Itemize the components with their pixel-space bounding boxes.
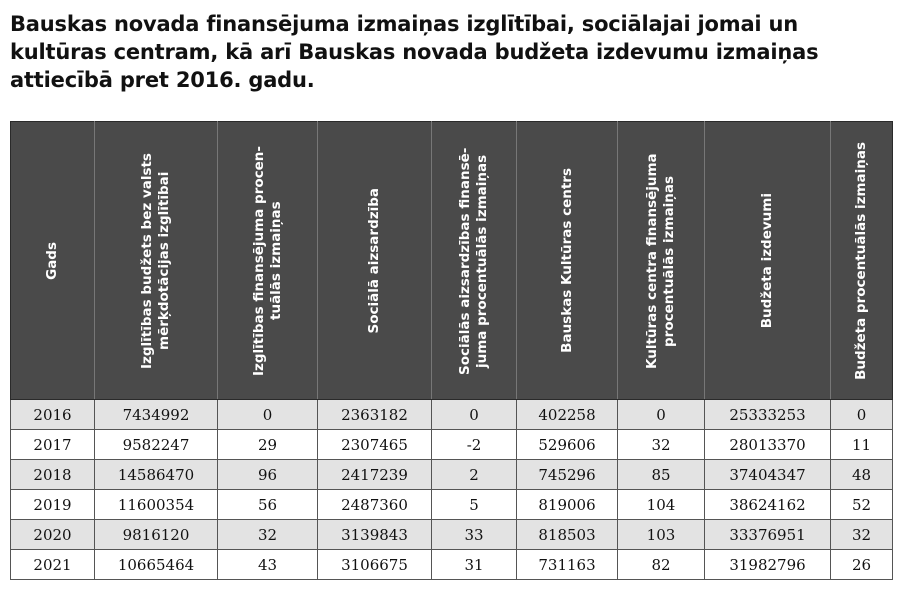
table-cell: 9816120 bbox=[95, 520, 218, 550]
table-cell: 29 bbox=[218, 430, 318, 460]
column-header bbox=[618, 122, 705, 400]
table-cell: 26 bbox=[831, 550, 893, 580]
table-cell: 104 bbox=[618, 490, 705, 520]
table-cell: 818503 bbox=[517, 520, 618, 550]
column-header bbox=[831, 122, 893, 400]
table-cell: 7434992 bbox=[95, 400, 218, 430]
table-cell: 56 bbox=[218, 490, 318, 520]
column-header bbox=[11, 122, 95, 400]
table-cell: 33 bbox=[432, 520, 517, 550]
table-cell: 2016 bbox=[11, 400, 95, 430]
table-row bbox=[11, 430, 893, 460]
table-title: Bauskas novada finansējuma izmaiņas izglītībai, sociālajai jomai un kultūras centram, kā arī Bauskas novada budžeta izdevumu izmaiņas attiecībā pret 2016. gadu. bbox=[10, 12, 819, 92]
table-row bbox=[11, 460, 893, 490]
table-row bbox=[11, 490, 893, 520]
table-cell: 2018 bbox=[11, 460, 95, 490]
table-cell: 96 bbox=[218, 460, 318, 490]
data-table bbox=[10, 121, 893, 580]
table-cell: 2019 bbox=[11, 490, 95, 520]
table-cell: 25333253 bbox=[705, 400, 831, 430]
column-header bbox=[218, 122, 318, 400]
table-cell: 103 bbox=[618, 520, 705, 550]
table-cell: 85 bbox=[618, 460, 705, 490]
table-cell: 0 bbox=[218, 400, 318, 430]
column-header-label: Budžeta procentuālās izmaiņas bbox=[853, 141, 869, 380]
table-cell: 32 bbox=[618, 430, 705, 460]
table-cell: 2021 bbox=[11, 550, 95, 580]
table-cell: 33376951 bbox=[705, 520, 831, 550]
column-header bbox=[517, 122, 618, 400]
table-cell: 2017 bbox=[11, 430, 95, 460]
table-cell: 745296 bbox=[517, 460, 618, 490]
table-cell: 0 bbox=[432, 400, 517, 430]
column-header-label: Bauskas Kultūras centrs bbox=[558, 168, 575, 353]
column-header bbox=[95, 122, 218, 400]
table-row bbox=[11, 550, 893, 580]
table-cell: 28013370 bbox=[705, 430, 831, 460]
table-cell: 3106675 bbox=[318, 550, 432, 580]
column-header-label: Sociālā aizsardzība bbox=[366, 187, 382, 334]
table-cell: 2487360 bbox=[318, 490, 432, 520]
table-cell: 529606 bbox=[517, 430, 618, 460]
table-cell: 402258 bbox=[517, 400, 618, 430]
table-cell: 10665464 bbox=[95, 550, 218, 580]
table-cell: 2020 bbox=[11, 520, 95, 550]
table-cell: 0 bbox=[618, 400, 705, 430]
table-cell: 819006 bbox=[517, 490, 618, 520]
column-header bbox=[432, 122, 517, 400]
table-row bbox=[11, 400, 893, 430]
table-cell: -2 bbox=[432, 430, 517, 460]
table-cell: 48 bbox=[831, 460, 893, 490]
column-header-label: Izglītības budžets bez valsts mērķdotācijas izglītībai bbox=[139, 152, 172, 369]
table-cell: 82 bbox=[618, 550, 705, 580]
table-cell: 2417239 bbox=[318, 460, 432, 490]
table-cell: 31982796 bbox=[705, 550, 831, 580]
table-cell: 3139843 bbox=[318, 520, 432, 550]
column-header-label: Budžeta izdevumi bbox=[759, 192, 775, 329]
table-cell: 38624162 bbox=[705, 490, 831, 520]
table-cell: 31 bbox=[432, 550, 517, 580]
table-cell: 11 bbox=[831, 430, 893, 460]
table-cell: 37404347 bbox=[705, 460, 831, 490]
table-row bbox=[11, 520, 893, 550]
table-cell: 43 bbox=[218, 550, 318, 580]
column-header-label: Izglītības finansējuma procen- tuālās izmaiņas bbox=[250, 145, 284, 376]
table-cell: 731163 bbox=[517, 550, 618, 580]
table-cell: 2307465 bbox=[318, 430, 432, 460]
table-cell: 52 bbox=[831, 490, 893, 520]
table-cell: 2 bbox=[432, 460, 517, 490]
table-cell: 11600354 bbox=[95, 490, 218, 520]
column-header bbox=[318, 122, 432, 400]
header-row bbox=[11, 122, 893, 400]
column-header bbox=[705, 122, 831, 400]
table-cell: 2363182 bbox=[318, 400, 432, 430]
table-cell: 14586470 bbox=[95, 460, 218, 490]
table-cell: 5 bbox=[432, 490, 517, 520]
table-cell: 32 bbox=[831, 520, 893, 550]
column-header-label: Sociālās aizsardzības finansē- juma procentuālās izmaiņas bbox=[457, 146, 490, 375]
table-cell: 32 bbox=[218, 520, 318, 550]
column-header-label: Kultūras centra finansējuma procentuālās izmaiņas bbox=[644, 152, 677, 369]
table-cell: 0 bbox=[831, 400, 893, 430]
table-cell: 9582247 bbox=[95, 430, 218, 460]
column-header-label: Gads bbox=[44, 241, 60, 280]
